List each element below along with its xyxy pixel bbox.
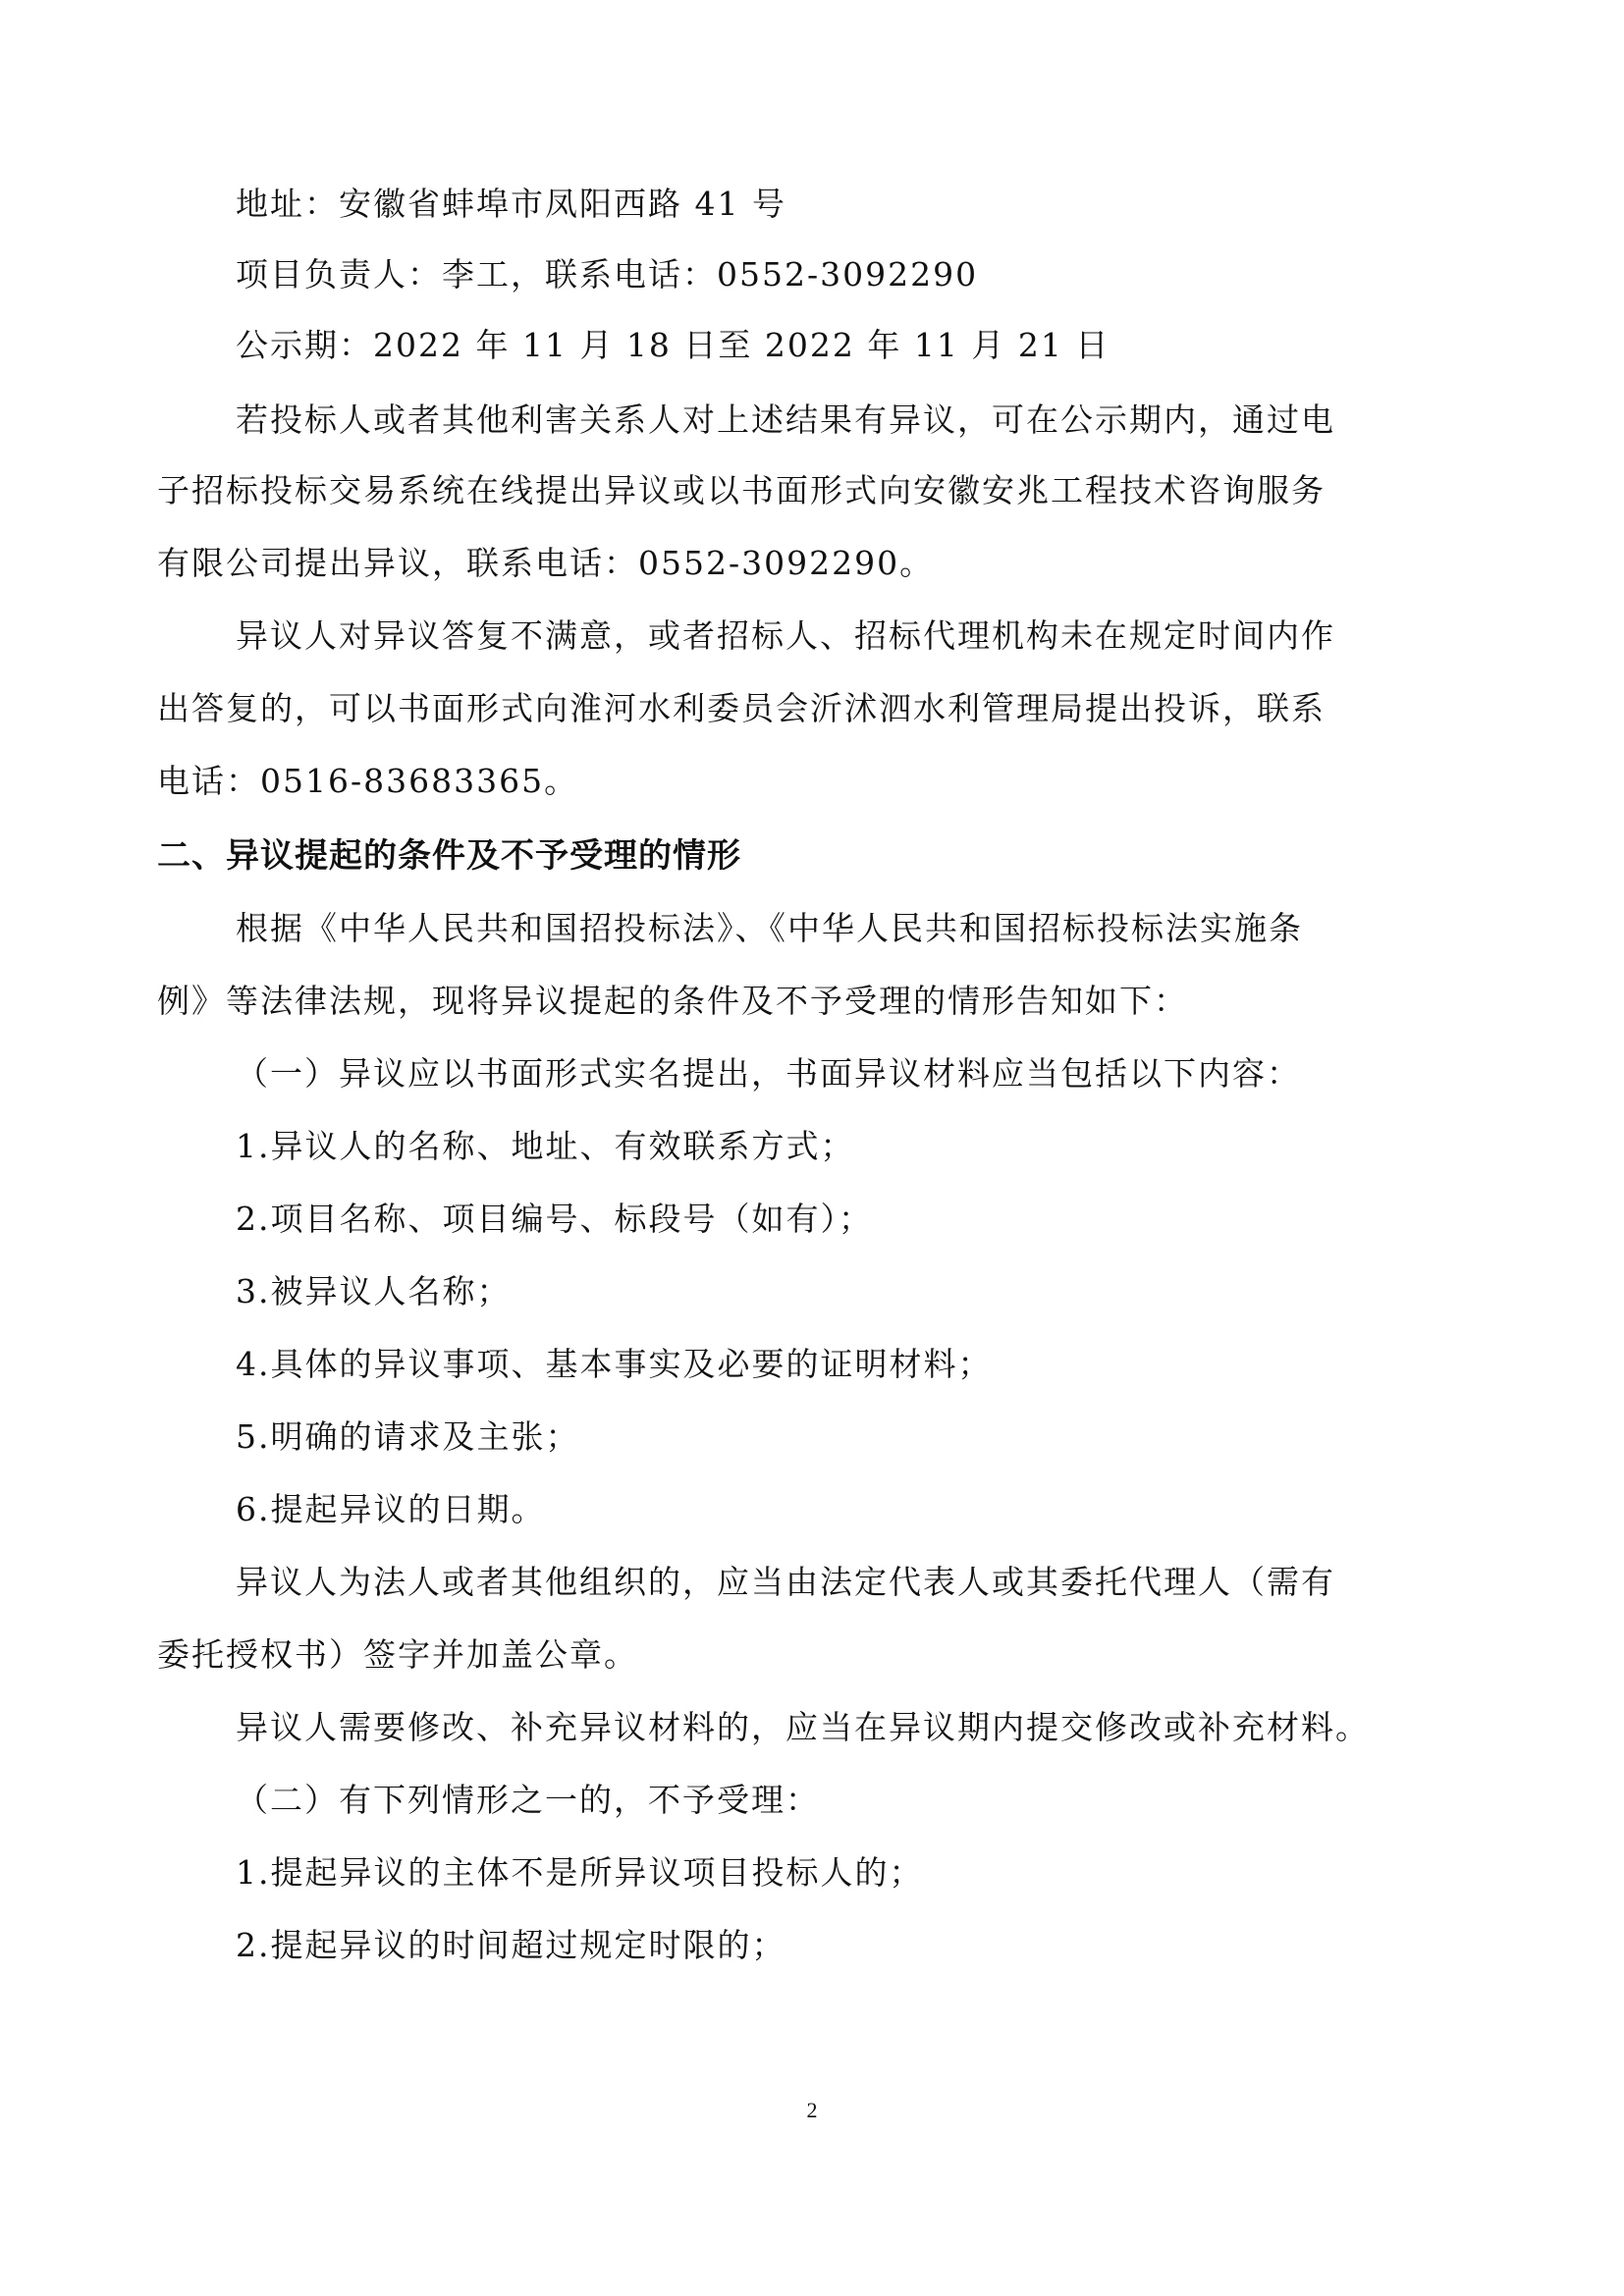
- subsection-heading: （二）有下列情形之一的，不予受理：: [236, 1781, 820, 1819]
- paragraph-line: 出答复的，可以书面形式向淮河水利委员会沂沭泗水利管理局提出投诉，联系: [157, 689, 1326, 727]
- paragraph-line: 根据《中华人民共和国招投标法》、《中华人民共和国招标投标法实施条: [236, 909, 1303, 947]
- paragraph-line: 有限公司提出异议，联系电话：0552-3092290。: [157, 544, 935, 582]
- paragraph-line: 异议人为法人或者其他组织的，应当由法定代表人或其委托代理人（需有: [236, 1563, 1335, 1601]
- section-heading: 二、异议提起的条件及不予受理的情形: [157, 836, 741, 876]
- paragraph-line: 电话：0516-83683365。: [157, 762, 579, 800]
- list-item: 3.被异议人名称；: [236, 1272, 512, 1310]
- page-number: 2: [806, 2098, 818, 2122]
- paragraph-line: 异议人需要修改、补充异议材料的，应当在异议期内提交修改或补充材料。: [236, 1708, 1370, 1746]
- paragraph-line: 若投标人或者其他利害关系人对上述结果有异议，可在公示期内，通过电: [236, 400, 1335, 439]
- list-item: 2.提起异议的时间超过规定时限的；: [236, 1926, 786, 1964]
- project-lead-line: 项目负责人：李工，联系电话：0552-3092290: [236, 255, 979, 294]
- paragraph-line: 异议人对异议答复不满意，或者招标人、招标代理机构未在规定时间内作: [236, 616, 1335, 655]
- paragraph-line: 委托授权书）签字并加盖公章。: [157, 1635, 638, 1674]
- list-item: 4.具体的异议事项、基本事实及必要的证明材料；: [236, 1345, 993, 1383]
- list-item: 6.提起异议的日期。: [236, 1490, 546, 1528]
- paragraph-line: 子招标投标交易系统在线提出异议或以书面形式向安徽安兆工程技术咨询服务: [157, 471, 1326, 509]
- publicity-period-line: 公示期：2022 年 11 月 18 日至 2022 年 11 月 21 日: [236, 326, 1110, 364]
- subsection-heading: （一）异议应以书面形式实名提出，书面异议材料应当包括以下内容：: [236, 1054, 1301, 1093]
- list-item: 1.提起异议的主体不是所异议项目投标人的；: [236, 1853, 924, 1892]
- paragraph-line: 例》等法律法规，现将异议提起的条件及不予受理的情形告知如下：: [157, 982, 1188, 1020]
- list-item: 1.异议人的名称、地址、有效联系方式；: [236, 1127, 855, 1165]
- address-line: 地址：安徽省蚌埠市凤阳西路 41 号: [236, 185, 786, 223]
- list-item: 2.项目名称、项目编号、标段号（如有）；: [236, 1200, 873, 1238]
- list-item: 5.明确的请求及主张；: [236, 1417, 580, 1456]
